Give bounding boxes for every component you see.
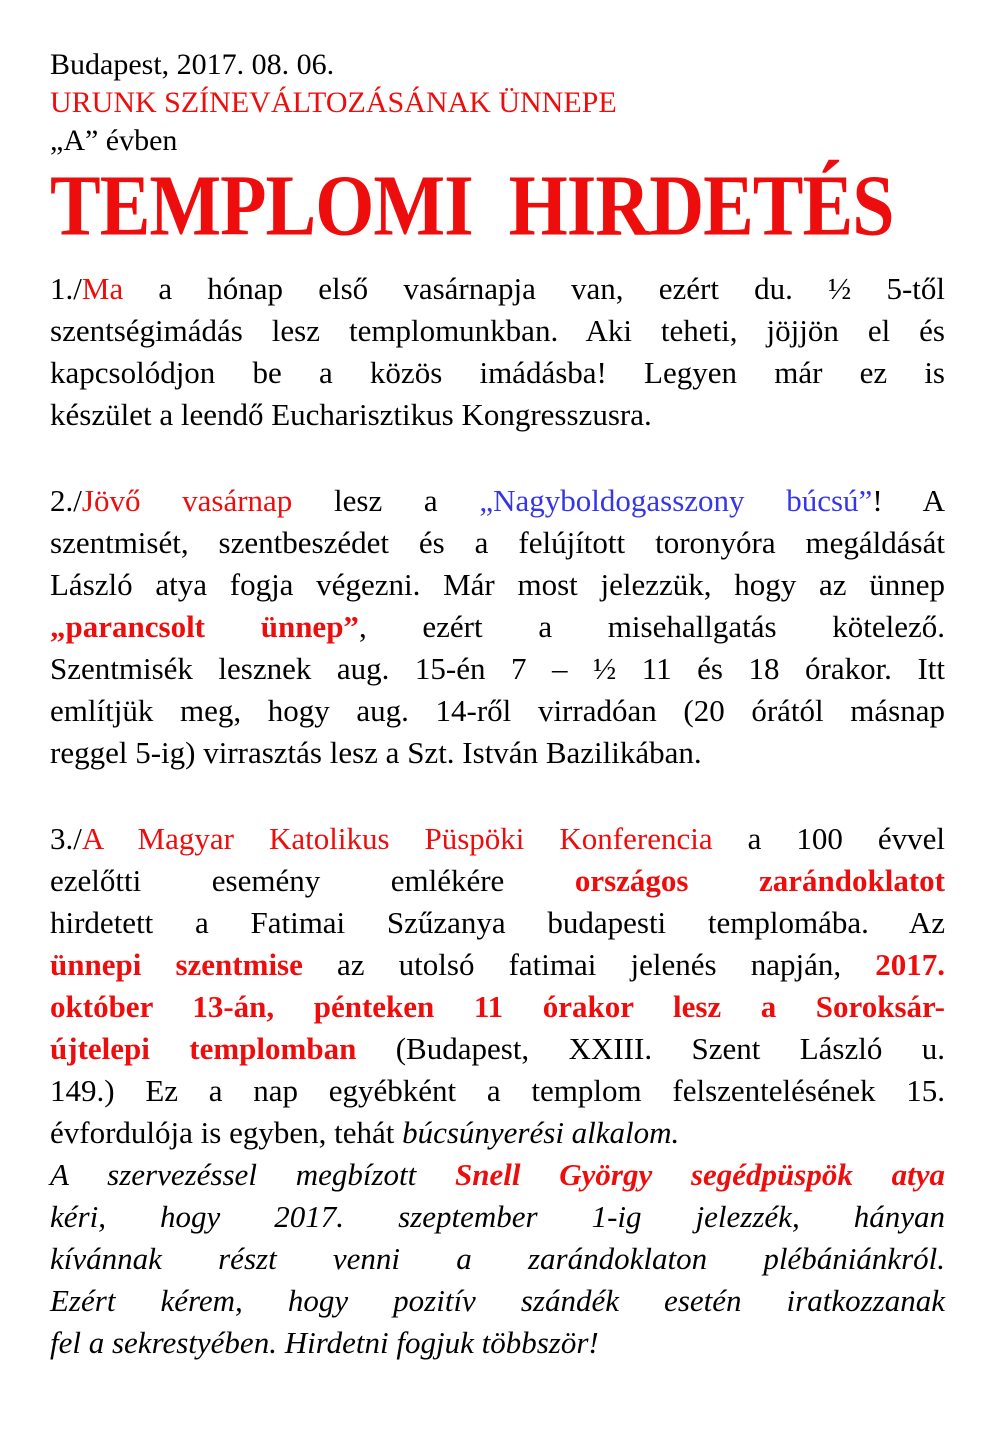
text-run: Jövő vasárnap <box>81 483 293 518</box>
text-line <box>50 860 945 902</box>
text-run: október 13-án, pénteken 11 órakor lesz a Soroksár- <box>50 989 945 1024</box>
text-run: az utolsó fatimai jelenés napján, <box>302 947 876 982</box>
text-run: búcsúnyerési alkalom. <box>402 1115 680 1150</box>
text-line <box>50 268 945 310</box>
paragraph <box>50 480 945 774</box>
text-run: László atya fogja végezni. Már most jelezzük, hogy az ünnep <box>50 567 945 602</box>
text-run: Szentmisék lesznek aug. 15-én 7 – ½ 11 és 18 órakor. Itt <box>50 651 945 686</box>
text-run: 1./ <box>50 271 82 306</box>
text-run: szentségimádás lesz templomunkban. Aki teheti, jöjjön el és <box>50 313 945 348</box>
text-run: hirdetett a Fatimai Szűzanya budapesti templomába. Az <box>50 905 945 940</box>
text-line <box>50 1238 945 1280</box>
text-run: 3./ <box>50 821 82 856</box>
text-line <box>50 394 945 436</box>
text-run: Ma <box>81 271 124 306</box>
text-run: A szervezéssel megbízott <box>50 1157 456 1192</box>
text-run: lesz a <box>292 483 480 518</box>
text-run: 2./ <box>50 483 82 518</box>
text-run: 149.) Ez a nap egyébként a templom felszentelésének 15. <box>50 1073 945 1108</box>
text-line <box>50 1070 945 1112</box>
text-run: kéri, hogy 2017. szeptember 1-ig jelezzék, hányan <box>50 1199 945 1234</box>
text-line <box>50 1112 945 1154</box>
text-line <box>50 1322 945 1364</box>
year-line: „A” évben <box>50 124 178 157</box>
text-run: kívánnak részt venni a zarándoklaton plébániánkról. <box>50 1241 945 1276</box>
text-run: , ezért a misehallgatás kötelező. <box>358 609 945 644</box>
text-run: 2017. <box>875 947 945 982</box>
text-line <box>50 986 945 1028</box>
text-run: (Budapest, XXIII. Szent László u. <box>356 1031 946 1066</box>
text-run: említjük meg, hogy aug. 14-ről virradóan (20 órától másnap <box>50 693 945 728</box>
text-line <box>50 480 945 522</box>
text-line <box>50 1028 945 1070</box>
text-line <box>50 1196 945 1238</box>
text-run: „Nagyboldogasszony búcsú” <box>479 483 873 518</box>
page-title: TEMPLOMI HIRDETÉS <box>50 158 894 254</box>
text-run: ünnepi szentmise <box>50 947 303 982</box>
paragraph <box>50 818 945 1364</box>
paragraph <box>50 268 945 436</box>
text-line <box>50 1154 945 1196</box>
date-line: Budapest, 2017. 08. 06. <box>50 48 335 81</box>
text-run: kapcsolódjon be a közös imádásba! Legyen már ez is <box>50 355 945 390</box>
text-run: újtelepi templomban <box>50 1031 357 1066</box>
text-run: „parancsolt ünnep” <box>50 609 359 644</box>
text-run: a hónap első vasárnapja van, ezért du. ½ 5-től <box>123 271 945 306</box>
text-line <box>50 648 945 690</box>
document-body <box>50 268 945 1364</box>
text-line <box>50 1280 945 1322</box>
text-line <box>50 522 945 564</box>
text-run: reggel 5-ig) virrasztás lesz a Szt. István Bazilikában. <box>50 735 702 770</box>
text-run: ! A <box>872 483 946 518</box>
text-line <box>50 902 945 944</box>
feast-line: URUNK SZÍNEVÁLTOZÁSÁNAK ÜNNEPE <box>50 86 617 119</box>
text-run: A Magyar Katolikus Püspöki Konferencia <box>81 821 713 856</box>
text-run: ezelőtti esemény emlékére <box>50 863 575 898</box>
text-line <box>50 310 945 352</box>
text-line <box>50 564 945 606</box>
text-line <box>50 944 945 986</box>
text-run: Ezért kérem, hogy pozitív szándék esetén iratkozzanak <box>50 1283 945 1318</box>
text-run: készület a leendő Eucharisztikus Kongresszusra. <box>50 397 652 432</box>
text-run: évfordulója is egyben, tehát <box>50 1115 403 1150</box>
text-line <box>50 352 945 394</box>
text-line <box>50 690 945 732</box>
text-line <box>50 606 945 648</box>
text-run: fel a sekrestyében. Hirdetni fogjuk többször! <box>50 1325 599 1360</box>
text-run: Snell György segédpüspök atya <box>455 1157 945 1192</box>
text-run: a 100 évvel <box>712 821 945 856</box>
text-line <box>50 818 945 860</box>
text-run: szentmisét, szentbeszédet és a felújított toronyóra megáldását <box>50 525 945 560</box>
text-run: országos zarándoklatot <box>574 863 945 898</box>
text-line <box>50 732 945 774</box>
